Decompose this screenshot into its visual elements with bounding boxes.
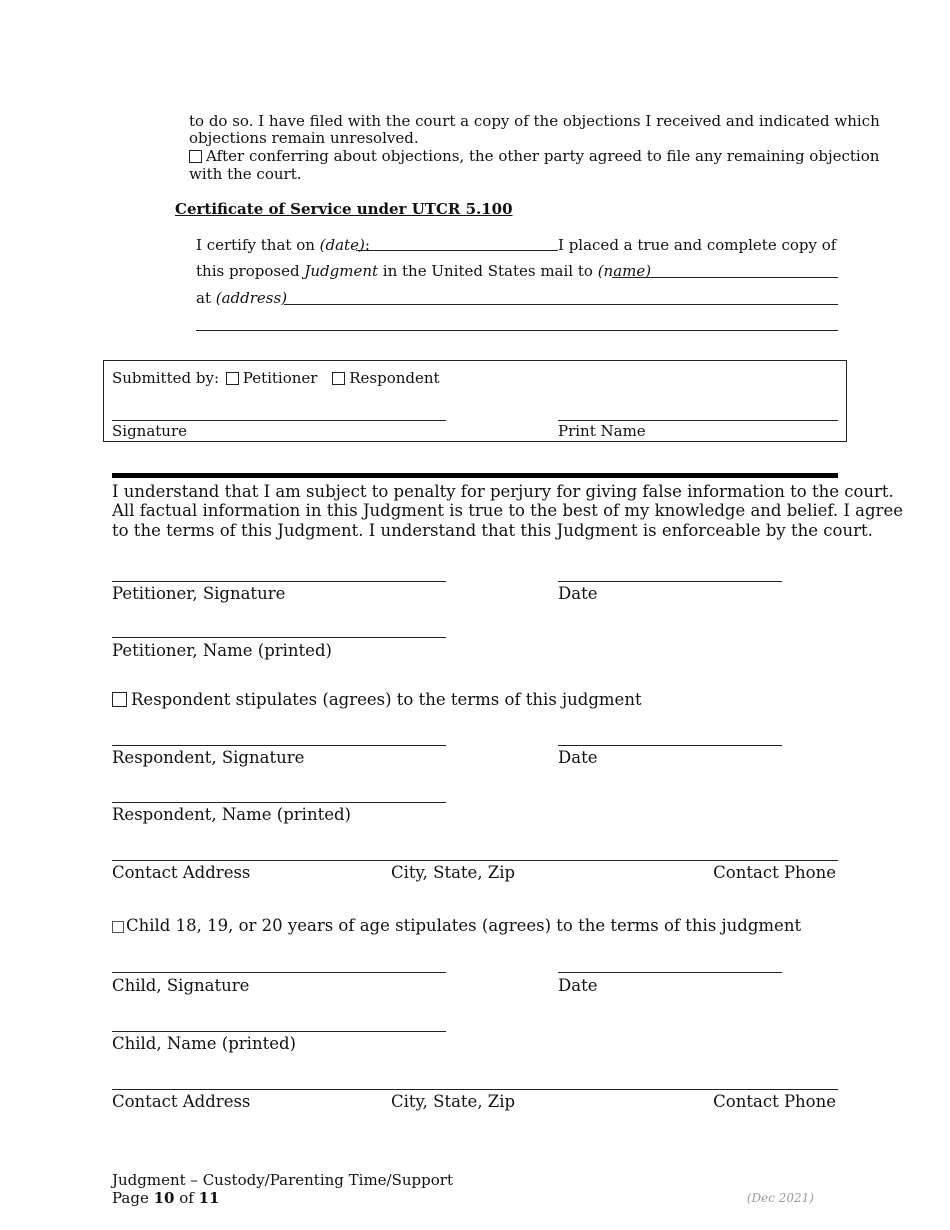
objection-checkbox[interactable] bbox=[189, 150, 202, 163]
respondent-signature-field[interactable] bbox=[112, 745, 446, 746]
objection-option-label: After conferring about objections, the other party agreed to file any remaining objection bbox=[206, 147, 880, 165]
section-divider bbox=[112, 473, 838, 478]
petitioner-signature-field[interactable] bbox=[112, 581, 446, 582]
child-address-label: Contact Address bbox=[112, 1092, 251, 1111]
child-stipulates-checkbox[interactable] bbox=[112, 921, 124, 933]
child-signature-label: Child, Signature bbox=[112, 976, 250, 995]
child-phone-label: Contact Phone bbox=[713, 1092, 836, 1111]
footer-form-title: Judgment – Custody/Parenting Time/Support bbox=[112, 1171, 453, 1189]
submitted-signature-label: Signature bbox=[112, 422, 188, 440]
respondent-city-label: City, State, Zip bbox=[391, 863, 516, 882]
page-current: 10 bbox=[153, 1189, 175, 1207]
petitioner-signature-label: Petitioner, Signature bbox=[112, 584, 286, 603]
objections-text-line1: to do so. I have filed with the court a copy of the objections I received and indicated which bbox=[189, 112, 880, 130]
child-date-field[interactable] bbox=[558, 972, 782, 973]
child-name-field[interactable] bbox=[112, 1031, 446, 1032]
petitioner-name-field[interactable] bbox=[112, 637, 446, 638]
submitted-print-name-field[interactable] bbox=[558, 420, 838, 421]
respondent-name-label: Respondent, Name (printed) bbox=[112, 805, 351, 824]
certificate-text: I certify that on bbox=[196, 236, 320, 254]
name-placeholder: (name) bbox=[597, 262, 652, 280]
submitted-by-label: Submitted by: bbox=[112, 369, 219, 387]
respondent-signature-label: Respondent, Signature bbox=[112, 748, 305, 767]
objections-text-line2: objections remain unresolved. bbox=[189, 129, 419, 147]
child-stipulates-row bbox=[112, 916, 801, 936]
declaration-line1: I understand that I am subject to penalty for perjury for giving false information to the court. bbox=[112, 482, 894, 501]
respondent-option-label: Respondent bbox=[349, 369, 440, 387]
petitioner-checkbox[interactable] bbox=[226, 372, 239, 385]
declaration-line3: to the terms of this Judgment. I understand that this Judgment is enforceable by the court. bbox=[112, 521, 873, 540]
service-address-field[interactable] bbox=[284, 304, 838, 305]
certificate-text: : bbox=[364, 236, 370, 254]
child-name-label: Child, Name (printed) bbox=[112, 1034, 296, 1053]
address-placeholder: (address) bbox=[215, 289, 288, 307]
respondent-checkbox[interactable] bbox=[332, 372, 345, 385]
respondent-stipulates-row bbox=[112, 690, 642, 710]
submitted-signature-field[interactable] bbox=[112, 420, 446, 421]
certificate-text: this proposed bbox=[196, 262, 305, 280]
respondent-phone-label: Contact Phone bbox=[713, 863, 836, 882]
certificate-line3 bbox=[196, 289, 287, 307]
certificate-line1-left bbox=[196, 236, 370, 254]
child-signature-field[interactable] bbox=[112, 972, 446, 973]
declaration-line2: All factual information in this Judgment is true to the best of my knowledge and belief. I agree bbox=[112, 501, 903, 520]
certificate-text: at bbox=[196, 289, 216, 307]
page-total: 11 bbox=[198, 1189, 220, 1207]
petitioner-date-field[interactable] bbox=[558, 581, 782, 582]
certificate-text: in the United States mail to bbox=[378, 262, 598, 280]
certificate-line1-right: I placed a true and complete copy of bbox=[558, 236, 837, 254]
child-date-label: Date bbox=[558, 976, 598, 995]
petitioner-option-label: Petitioner bbox=[242, 369, 318, 387]
submitted-by-row bbox=[112, 369, 440, 387]
page-prefix: Page bbox=[112, 1189, 154, 1207]
footer-version: (Dec 2021) bbox=[746, 1191, 814, 1205]
date-placeholder: (date) bbox=[319, 236, 365, 254]
service-address-field-line2[interactable] bbox=[196, 330, 838, 331]
respondent-address-label: Contact Address bbox=[112, 863, 251, 882]
respondent-name-field[interactable] bbox=[112, 802, 446, 803]
respondent-stipulates-label: Respondent stipulates (agrees) to the terms of this judgment bbox=[131, 690, 642, 709]
petitioner-date-label: Date bbox=[558, 584, 598, 603]
page-of: of bbox=[174, 1189, 199, 1207]
child-contact-field[interactable] bbox=[112, 1089, 838, 1090]
child-city-label: City, State, Zip bbox=[391, 1092, 516, 1111]
child-stipulates-label: Child 18, 19, or 20 years of age stipulates (agrees) to the terms of this judgment bbox=[126, 916, 802, 935]
respondent-contact-field[interactable] bbox=[112, 860, 838, 861]
certificate-line2 bbox=[196, 262, 651, 280]
objection-option-line2: with the court. bbox=[189, 165, 302, 183]
judgment-word: Judgment bbox=[304, 262, 379, 280]
respondent-date-label: Date bbox=[558, 748, 598, 767]
service-date-field[interactable] bbox=[356, 250, 558, 251]
respondent-date-field[interactable] bbox=[558, 745, 782, 746]
service-name-field[interactable] bbox=[612, 277, 838, 278]
footer-page-number bbox=[112, 1189, 219, 1207]
objection-option bbox=[189, 147, 879, 165]
certificate-heading: Certificate of Service under UTCR 5.100 bbox=[175, 200, 513, 218]
petitioner-name-label: Petitioner, Name (printed) bbox=[112, 641, 332, 660]
respondent-stipulates-checkbox[interactable] bbox=[112, 692, 127, 707]
submitted-print-name-label: Print Name bbox=[558, 422, 646, 440]
